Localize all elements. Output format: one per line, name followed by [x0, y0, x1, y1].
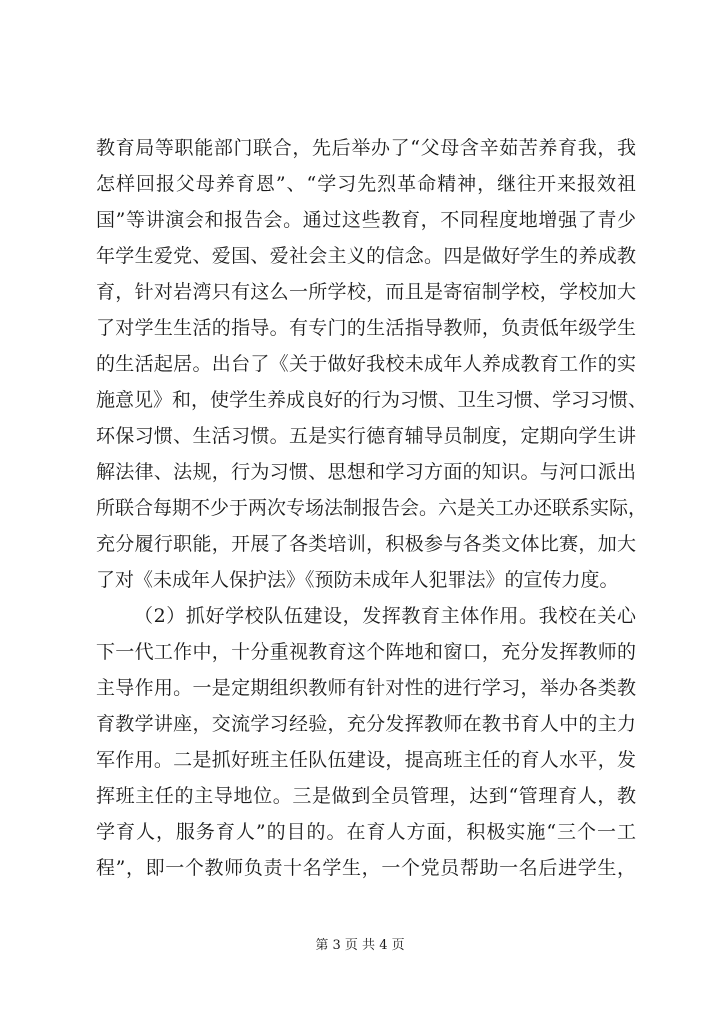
body-line-8: 施意见》和，使学生养成良好的行为习惯、卫生习惯、学习习惯、 [96, 389, 648, 411]
body-line-21: 程”，即一个教师负责十名学生，一个党员帮助一名后进学生， [96, 857, 636, 879]
body-line-13: 了对《未成年人保护法》《预防未成年人犯罪法》的宣传力度。 [96, 569, 619, 591]
body-line-4: 年学生爱党、爱国、爱社会主义的信念。四是做好学生的养成教 [96, 245, 636, 267]
body-line-19: 挥班主任的主导地位。三是做到全员管理，达到“管理育人，教 [96, 785, 636, 807]
body-line-3: 国”等讲演会和报告会。通过这些教育，不同程度地增强了青少 [96, 209, 636, 231]
body-line-14: （2）抓好学校队伍建设，发挥教育主体作用。我校在关心 [134, 605, 636, 627]
body-line-6: 了对学生生活的指导。有专门的生活指导教师，负责低年级学生 [96, 317, 636, 339]
body-line-18: 军作用。二是抓好班主任队伍建设，提高班主任的育人水平，发 [96, 749, 636, 771]
body-line-12: 充分履行职能，开展了各类培训，积极参与各类文体比赛，加大 [96, 533, 636, 555]
page-number-footer: 第 3 页 共 4 页 [315, 938, 405, 953]
body-line-1: 教育局等职能部门联合，先后举办了“父母含辛茹苦养育我，我 [96, 137, 636, 159]
body-line-2: 怎样回报父母养育恩”、“学习先烈革命精神，继往开来报效祖 [96, 173, 636, 195]
body-line-11: 所联合每期不少于两次专场法制报告会。六是关工办还联系实际， [96, 497, 648, 519]
body-line-15: 下一代工作中，十分重视教育这个阵地和窗口，充分发挥教师的 [96, 641, 636, 663]
body-line-9: 环保习惯、生活习惯。五是实行德育辅导员制度，定期向学生讲 [96, 425, 636, 447]
body-line-20: 学育人，服务育人”的目的。在育人方面，积极实施“三个一工 [96, 821, 636, 843]
body-line-5: 育，针对岩湾只有这么一所学校，而且是寄宿制学校，学校加大 [96, 281, 636, 303]
body-line-16: 主导作用。一是定期组织教师有针对性的进行学习，举办各类教 [96, 677, 636, 699]
body-line-17: 育教学讲座，交流学习经验，充分发挥教师在教书育人中的主力 [96, 713, 636, 735]
body-line-7: 的生活起居。出台了《关于做好我校未成年人养成教育工作的实 [96, 353, 636, 375]
body-line-10: 解法律、法规，行为习惯、思想和学习方面的知识。与河口派出 [96, 461, 636, 483]
